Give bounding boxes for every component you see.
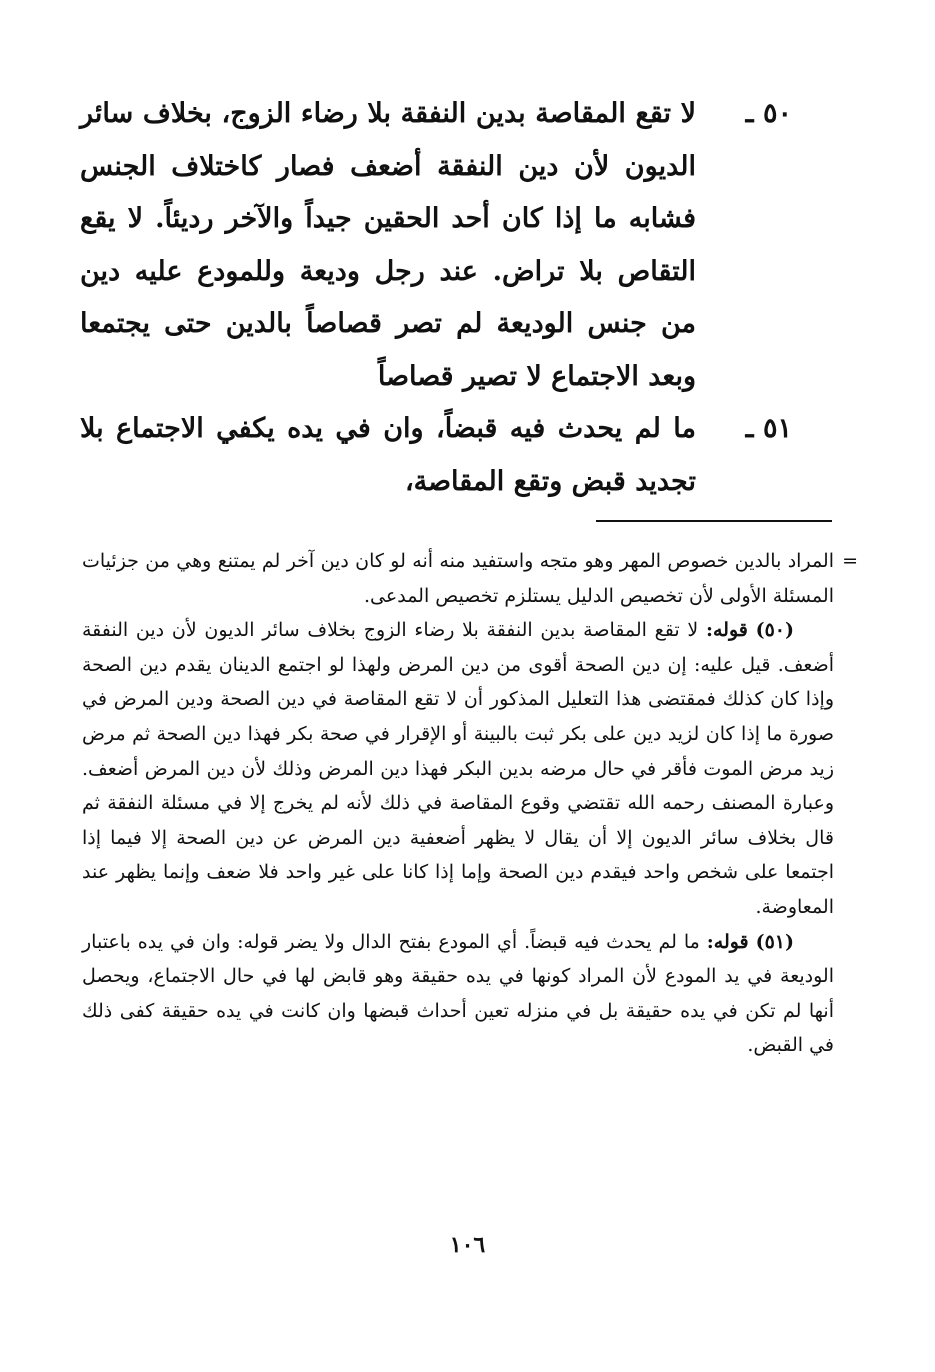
page-number: ١٠٦ xyxy=(449,1232,486,1258)
footnote-text: لا تقع المقاصة بدين النفقة بلا رضاء الزوج بخلاف سائر الديون لأن دين النفقة أضعف. قيل عليه: إن دين الصحة أقوى من دين المرض ولهذا لو اجتمع الدينان يقدم دين الصحة وإذا كان كذلك فمقتضى هذا التعليل المذكور أن لا تقع المقاصة في دين الصحة ودين المرض في صورة ما إذا كان لزيد دين على بكر ثبت بالبينة أو الإقرار في صحة بكر فهذا دين الصحة ثم مرض زيد مرض الموت فأقر في حال مرضه بدين البكر فهذا دين المرض وذلك لأن دين المرض أضعف. وعبارة المصنف رحمه الله تقتضي وقوع المقاصة في ذلك لأنه لم يخرج إلا في مسئلة النفقة ثم قال بخلاف سائر الديون إلا أن يقال لا يظهر أضعفية دين المرض عن دين الصحة إلا فيما إذا اجتمعا على شخص واحد فيقدم دين الصحة وإما إذا كانا على غير واحد فلا ضعف وإنما يظهر عند المعاوضة. xyxy=(82,619,834,918)
item-number: ٥١ ـ xyxy=(745,413,792,444)
footnote-separator xyxy=(596,520,832,522)
footnotes-block xyxy=(82,544,858,1063)
main-text-block xyxy=(80,88,792,508)
item-number: ٥٠ ـ xyxy=(745,98,792,129)
item-text: ما لم يحدث فيه قبضاً، وان في يده يكفي الاجتماع بلا تجديد قبض وتقع المقاصة، xyxy=(80,413,696,497)
item-text: لا تقع المقاصة بدين النفقة بلا رضاء الزوج، بخلاف سائر الديون لأن دين النفقة أضعف فصار كاختلاف الجنس فشابه ما إذا كان أحد الحقين جيداً والآخر رديئاً. لا يقع التقاص بلا تراض. عند رجل وديعة وللمودع عليه دين من جنس الوديعة لم تصر قصاصاً بالدين حتى يجتمعا وبعد الاجتماع لا تصير قصاصاً xyxy=(80,98,696,392)
footnote-ref: (٥٠) xyxy=(755,619,795,642)
footnote-50 xyxy=(82,613,834,924)
footnote-text: المراد بالدين خصوص المهر وهو متجه واستفيد منه أنه لو كان دين آخر لم يمتنع وهي من جزئيات المسئلة الأولى لأن تخصيص الدليل يستلزم تخصيص المدعى. xyxy=(82,550,834,607)
footnote-text: ما لم يحدث فيه قبضاً. أي المودع بفتح الدال ولا يضر قوله: وان في يده باعتبار الوديعة في يد المودع لأن المراد كونها في يده حقيقة وهو قابض لها في حال الاجتماع، ويحصل أنها لم تكن في يده حقيقة بل في منزله تعين أحداث قبضها وان كانت في يده حقيقة كفى ذلك في القبض. xyxy=(82,930,834,1057)
footnote-continuation xyxy=(82,544,858,613)
footnote-head: قوله: xyxy=(706,930,749,953)
footnote-ref: (٥١) xyxy=(755,930,795,953)
footnote-51 xyxy=(82,925,834,1063)
continuation-marker: = xyxy=(842,550,858,572)
main-item-50 xyxy=(80,88,792,403)
footnote-head: قوله: xyxy=(705,619,748,642)
main-item-51 xyxy=(80,403,792,508)
